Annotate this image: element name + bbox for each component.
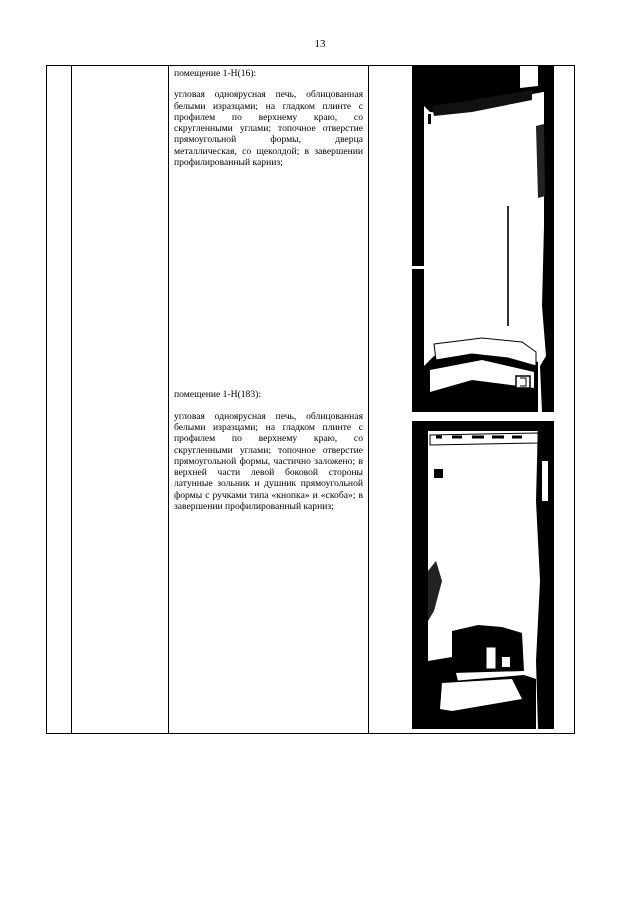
entry-title: помещение 1-Н(16): <box>174 68 257 79</box>
cell-description <box>169 66 369 734</box>
entry-title: помещение 1-Н(183): <box>174 389 262 401</box>
document-table <box>46 65 575 734</box>
stove-photo-icon <box>412 421 554 729</box>
cell-object <box>72 66 169 734</box>
entry-description: угловая одноярусная печь, облицованная белыми изразцами; на гладком плинте с профилем по верхнему краю, со скругленными углами; топочное отверстие прямоугольной формы, частично заложено; в верхней части левой боковой стороны латунные зольник и душник прямоугольной формы с ручками типа «кнопка» и «скоба»; в завершении профилированный карниз; <box>174 410 363 513</box>
page-number: 13 <box>314 38 326 50</box>
cell-photos <box>369 66 575 734</box>
entry-description: угловая одноярусная печь, облицованная белыми изразцами; на гладком плинте с профилем по верхнему краю, со скругленными углами; топочное отверстие прямоугольной формы, дверца металлическая, со щеколдой; в завершении профилированный карниз; <box>174 89 363 169</box>
table-row <box>47 66 575 734</box>
cell-number <box>47 66 72 734</box>
entry-2 <box>169 387 368 512</box>
stove-photo-icon <box>412 66 554 412</box>
entry-1 <box>169 66 368 168</box>
